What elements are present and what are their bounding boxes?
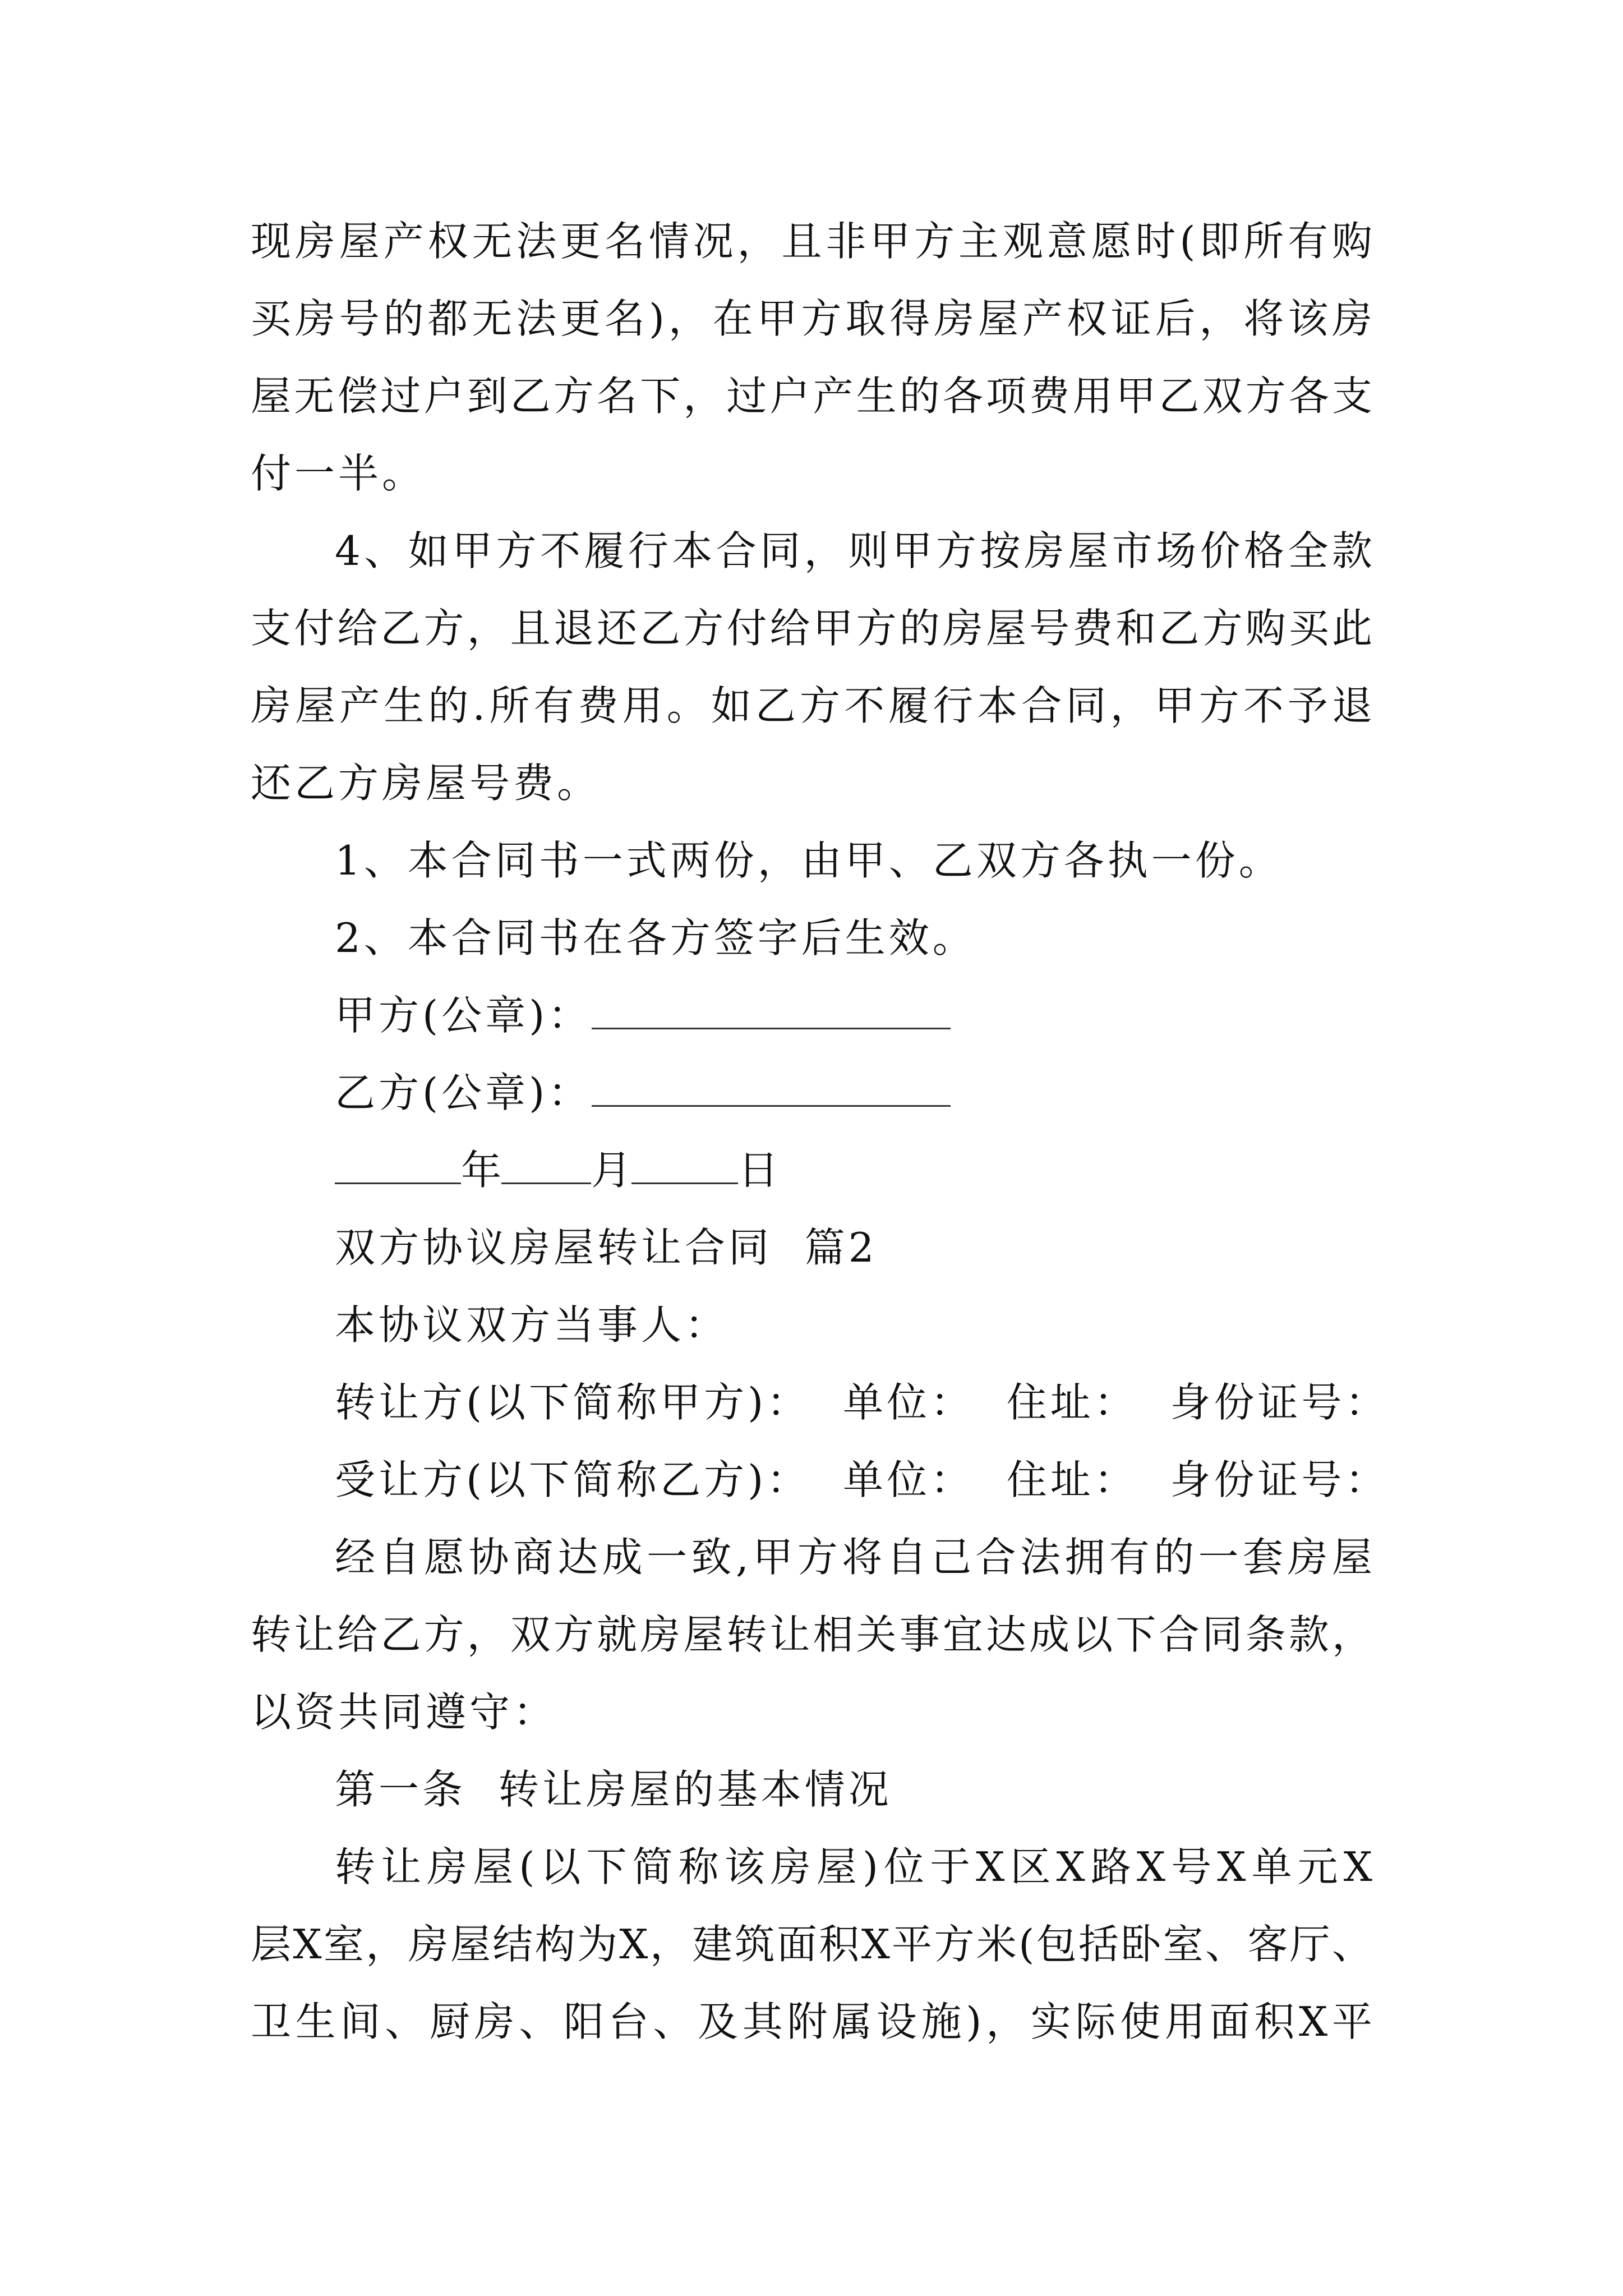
transferor-line: 转让方(以下简称甲方)： 单位： 住址： 身份证号： <box>335 1379 1389 1426</box>
party-a-blank[interactable] <box>592 991 951 1029</box>
article-1-title: 第一条 转让房屋的基本情况 <box>335 1766 892 1813</box>
parties-intro: 本协议双方当事人： <box>335 1301 729 1349</box>
section-2-title: 双方协议房屋转让合同 篇2 <box>335 1224 878 1271</box>
paragraph-line: 层X室，房屋结构为X，建筑面积X平方米(包括卧室、客厅、 <box>251 1921 1372 1968</box>
paragraph-line: 付一半。 <box>251 450 426 497</box>
paragraph-line: 经自愿协商达成一致,甲方将自己合法拥有的一套房屋 <box>335 1534 1372 1581</box>
date-line <box>335 1142 778 1198</box>
party-b-blank[interactable] <box>592 1068 951 1107</box>
month-label: 月 <box>591 1147 632 1194</box>
party-a-signature-line <box>335 987 951 1043</box>
paragraph-line: 买房号的都无法更名)，在甲方取得房屋产权证后，将该房 <box>251 295 1372 342</box>
month-blank[interactable] <box>501 1145 591 1184</box>
paragraph-line: 屋无偿过户到乙方名下，过户产生的各项费用甲乙双方各支 <box>251 372 1372 420</box>
paragraph-line: 转让给乙方，双方就房屋转让相关事宜达成以下合同条款， <box>251 1611 1372 1658</box>
transferee-line: 受让方(以下简称乙方)： 单位： 住址： 身份证号： <box>335 1456 1389 1503</box>
paragraph-line: 现房屋产权无法更名情况，且非甲方主观意愿时(即所有购 <box>251 218 1372 265</box>
year-label: 年 <box>461 1147 502 1194</box>
clause-1-line: 1、本合同书一式两份，由甲、乙双方各执一份。 <box>335 837 1283 884</box>
party-b-signature-line <box>335 1065 951 1121</box>
clause-2-line: 2、本合同书在各方签字后生效。 <box>335 914 976 961</box>
paragraph-line: 以资共同遵守： <box>251 1688 557 1736</box>
party-a-label: 甲方(公章)： <box>335 992 592 1039</box>
day-blank[interactable] <box>631 1145 738 1184</box>
paragraph-line: 还乙方房屋号费。 <box>251 760 601 807</box>
paragraph-line: 卫生间、厨房、阳台、及其附属设施)，实际使用面积X平 <box>251 1998 1372 2045</box>
paragraph-line: 支付给乙方，且退还乙方付给甲方的房屋号费和乙方购买此 <box>251 605 1372 652</box>
paragraph-line: 转让房屋(以下简称该房屋)位于X区X路X号X单元X <box>335 1843 1372 1890</box>
day-label: 日 <box>738 1147 779 1194</box>
year-blank[interactable] <box>335 1145 461 1184</box>
paragraph-line: 房屋产生的.所有费用。如乙方不履行本合同，甲方不予退 <box>251 682 1372 729</box>
party-b-label: 乙方(公章)： <box>335 1069 592 1116</box>
clause-4-line: 4、如甲方不履行本合同，则甲方按房屋市场价格全款 <box>335 527 1372 574</box>
